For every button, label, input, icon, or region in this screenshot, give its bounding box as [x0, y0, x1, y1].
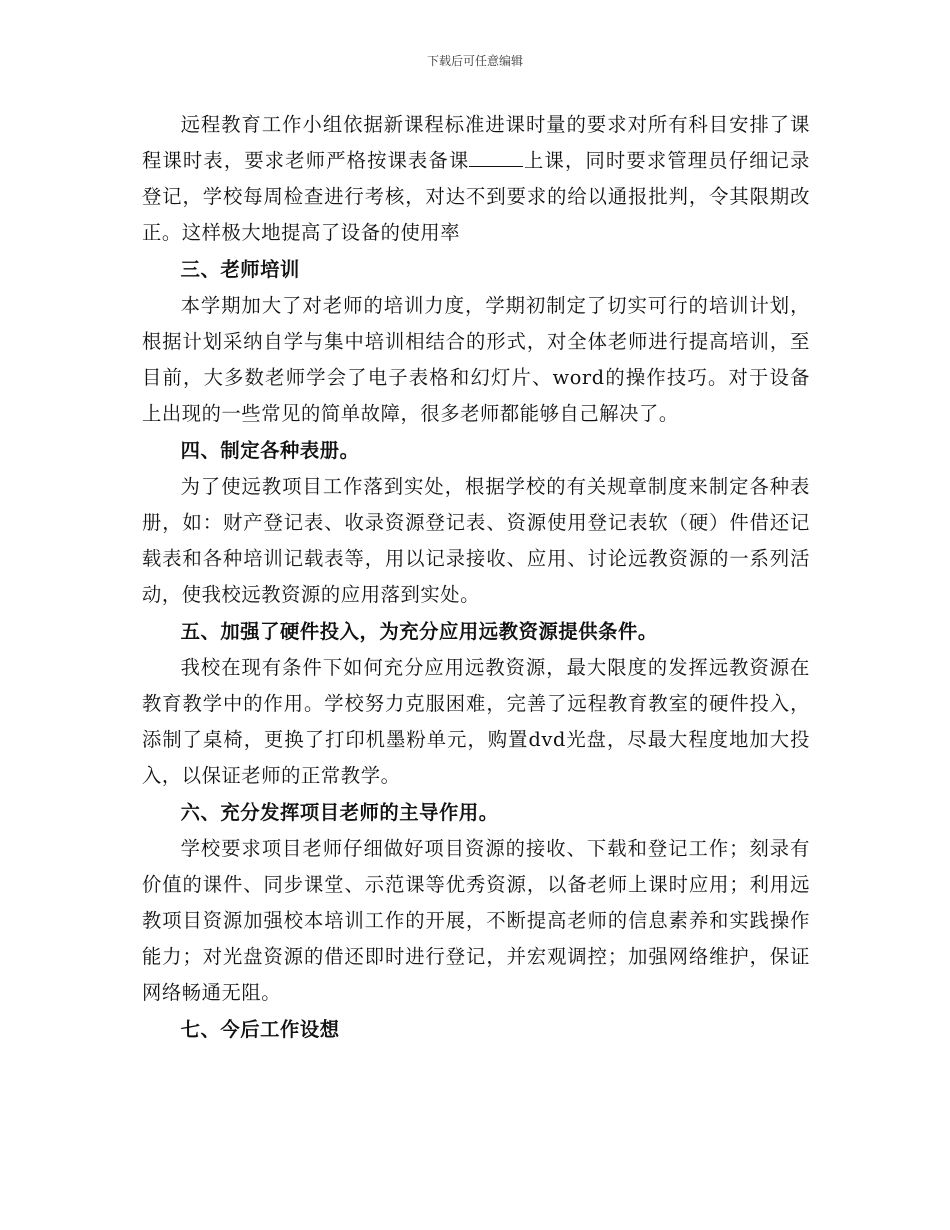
section-heading-teacher-training: 三、老师培训	[180, 258, 300, 281]
paragraph-text: 远程教育工作小组依据新课程标准进课时量的要求对所有科目安排了课程课时表，要求老师严格按课表备课	[142, 113, 810, 172]
paragraph-course-schedule	[142, 107, 810, 251]
paragraph-project-teachers: 学校要求项目老师仔细做好项目资源的接收、下载和登记工作；刻录有价值的课件、同步课堂、示范课等优秀资源，以备老师上课时应用；利用远教项目资源加强校本培训工作的开展，不断提高老师的信息素养和实践操作能力；对光盘资源的借还即时进行登记，并宏观调控；加强网络维护，保证网络畅通无阻。	[142, 837, 810, 1004]
section-heading-hardware: 五、加强了硬件投入，为充分应用远教资源提供条件。	[180, 620, 658, 643]
document-body	[142, 107, 810, 1048]
fill-in-blank	[469, 148, 523, 167]
section-heading-forms: 四、制定各种表册。	[180, 439, 360, 462]
page-header: 下载后可任意编辑	[426, 54, 523, 68]
section-heading-future-plans: 七、今后工作设想	[180, 1018, 340, 1041]
paragraph-hardware: 我校在现有条件下如何充分应用远教资源，最大限度的发挥远教资源在教育教学中的作用。学校努力克服困难，完善了远程教育教室的硬件投入，添制了桌椅，更换了打印机墨粉单元，购置dvd光盘，尽最大程度地加大投入，以保证老师的正常教学。	[142, 656, 810, 787]
paragraph-text: 上课，同时要求管理员仔细记录登记，学校每周检查进行考核，对达不到要求的给以通报批判，令其限期改正。这样极大地提高了设备的使用率	[142, 149, 810, 244]
paragraph-forms: 为了使远教项目工作落到实处，根据学校的有关规章制度来制定各种表册，如：财产登记表、收录资源登记表、资源使用登记表软（硬）件借还记载表和各种培训记载表等，用以记录接收、应用、讨论远教资源的一系列活动，使我校远教资源的应用落到实处。	[142, 475, 810, 606]
section-heading-project-teachers: 六、充分发挥项目老师的主导作用。	[180, 801, 499, 824]
paragraph-teacher-training: 本学期加大了对老师的培训力度，学期初制定了切实可行的培训计划，根据计划采纳自学与集中培训相结合的形式，对全体老师进行提高培训，至目前，大多数老师学会了电子表格和幻灯片、word的操作技巧。对于设备上出现的一些常见的简单故障，很多老师都能够自己解决了。	[142, 294, 810, 425]
